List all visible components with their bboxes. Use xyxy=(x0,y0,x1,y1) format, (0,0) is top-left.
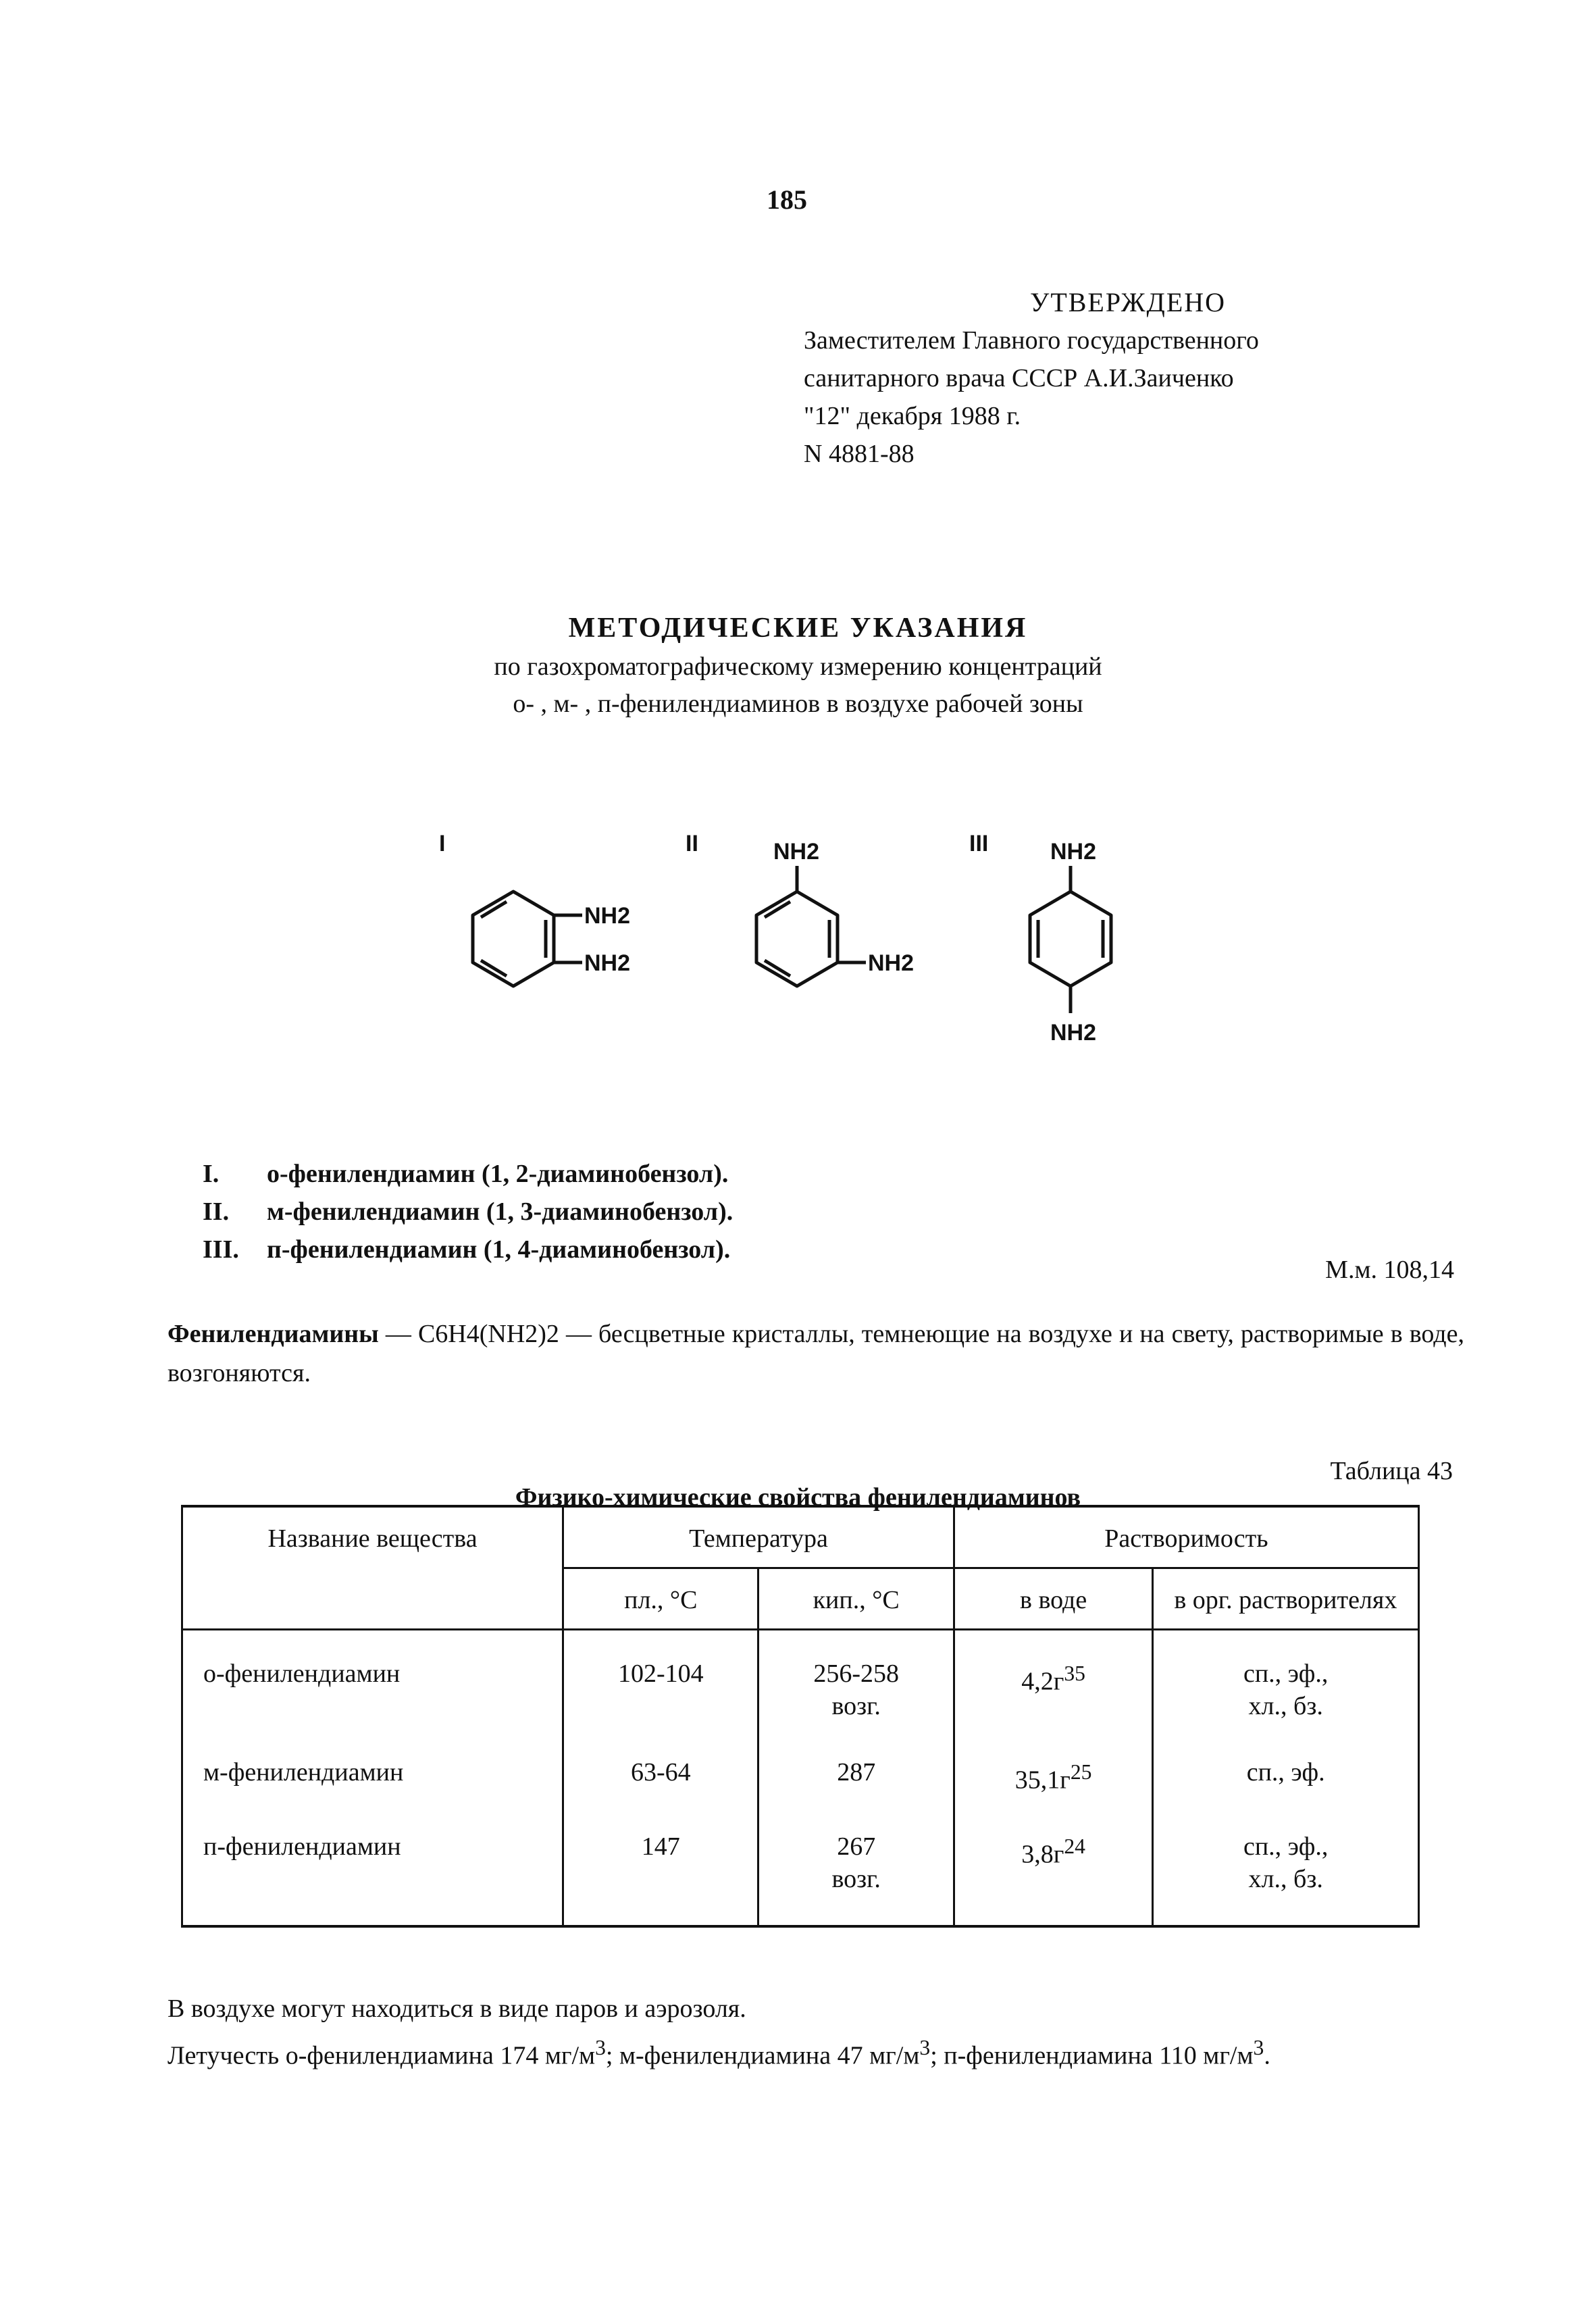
compound-name-item: I. о-фенилендиамин (1, 2-диаминобензол). xyxy=(203,1160,729,1188)
cell-mp: 63-64 xyxy=(563,1752,758,1826)
description-paragraph: Фенилендиамины — C6H4(NH2)2 — бесцветные кристаллы, темнеющие на воздухе и на свету, растворимые в воде, возгоняются. xyxy=(168,1320,1464,1387)
structure-label-1: I xyxy=(439,831,446,856)
cell-bp: 287 xyxy=(758,1752,954,1826)
structure-label-2: II xyxy=(686,831,698,856)
description-text: бесцветные кристаллы, темнеющие на воздухе и на свету, растворимые в воде, возгоняются. xyxy=(168,1320,1464,1387)
table-row xyxy=(182,1826,1419,1926)
structure-label-3: III xyxy=(969,831,989,856)
cell-water: $35,1г^{25}$ xyxy=(954,1752,1152,1826)
header-solubility: Растворимость xyxy=(954,1506,1418,1568)
header-melting: пл., °С xyxy=(563,1568,758,1630)
nh2-group: NH2 xyxy=(1050,839,1097,865)
nh2-group: NH2 xyxy=(1050,1020,1097,1046)
cell-bp: 267 возг. xyxy=(758,1826,954,1926)
cell-mp: 147 xyxy=(563,1826,758,1926)
table-row xyxy=(182,1752,1419,1826)
properties-table xyxy=(181,1505,1420,1928)
cell-name: о-фенилендиамин xyxy=(182,1630,563,1753)
header-in-water: в воде xyxy=(954,1568,1152,1630)
header-name: Название вещества xyxy=(182,1506,563,1630)
approval-date: "12" декабря 1988 г. xyxy=(804,402,1021,430)
approval-line: Заместителем Главного государственного xyxy=(804,326,1259,355)
document-heading xyxy=(0,608,1596,723)
header-temperature: Температура xyxy=(563,1506,954,1568)
table-row xyxy=(182,1630,1419,1753)
cell-name: м-фенилендиамин xyxy=(182,1752,563,1826)
cell-organic: сп., эф. xyxy=(1153,1752,1419,1826)
cell-organic: сп., эф., хл., бз. xyxy=(1153,1826,1419,1926)
table-caption: Физико-химические свойства фенилендиаминов xyxy=(515,1483,1081,1512)
cell-water: $4,2г^{35}$ xyxy=(954,1630,1152,1753)
page-number: 185 xyxy=(767,184,807,215)
description-lead: Фенилендиамины xyxy=(168,1320,379,1348)
document-title: МЕТОДИЧЕСКИЕ УКАЗАНИЯ xyxy=(568,613,1028,644)
benzene-ring-2 xyxy=(756,892,838,986)
approval-title: УТВЕРЖДЕНО xyxy=(1030,287,1227,317)
compound-name-item: III. п-фенилендиамин (1, 4-диаминобензол). xyxy=(203,1235,731,1264)
benzene-ring-3 xyxy=(1030,892,1111,986)
structural-formulas xyxy=(405,811,1162,1094)
document-subtitle-line: по газохроматографическому измерению концентраций xyxy=(494,652,1102,681)
cell-name: п-фенилендиамин xyxy=(182,1826,563,1926)
approval-number: N 4881-88 xyxy=(804,440,915,468)
header-in-organic: в орг. растворителях xyxy=(1153,1568,1419,1630)
header-boiling: кип., °С xyxy=(758,1568,954,1630)
nh2-group: NH2 xyxy=(584,903,631,929)
cell-organic: сп., эф., хл., бз. xyxy=(1153,1630,1419,1753)
compound-name-item: II. м-фенилендиамин (1, 3-диаминобензол). xyxy=(203,1198,733,1226)
approval-block xyxy=(804,284,1259,473)
chemical-formula: C6H4(NH2)2 xyxy=(417,1320,559,1348)
footer-line: В воздухе могут находиться в виде паров и аэрозоля. xyxy=(168,1995,746,2023)
nh2-group: NH2 xyxy=(584,950,631,976)
table-number: Таблица 43 xyxy=(1330,1457,1453,1485)
cell-mp: 102-104 xyxy=(563,1630,758,1753)
nh2-group: NH2 xyxy=(773,839,820,865)
cell-water: $3,8г^{24}$ xyxy=(954,1826,1152,1926)
nh2-group: NH2 xyxy=(868,950,915,976)
footer-text xyxy=(168,1989,1464,2076)
compound-names xyxy=(203,1155,733,1268)
benzene-ring-1 xyxy=(473,892,554,986)
molar-mass: М.м. 108,14 xyxy=(1325,1256,1454,1284)
document-subtitle-line: о- , м- , п-фенилендиаминов в воздухе рабочей зоны xyxy=(513,690,1083,718)
cell-bp: 256-258 возг. xyxy=(758,1630,954,1753)
volatility-line: Летучесть о-фенилендиамина 174 $мг/м^3$; м-фенилендиамина 47 $мг/м^3$; п-фенилендиамина 110 $мг/м^3$. xyxy=(168,2036,1270,2070)
approval-line: санитарного врача СССР А.И.Заиченко xyxy=(804,364,1234,392)
